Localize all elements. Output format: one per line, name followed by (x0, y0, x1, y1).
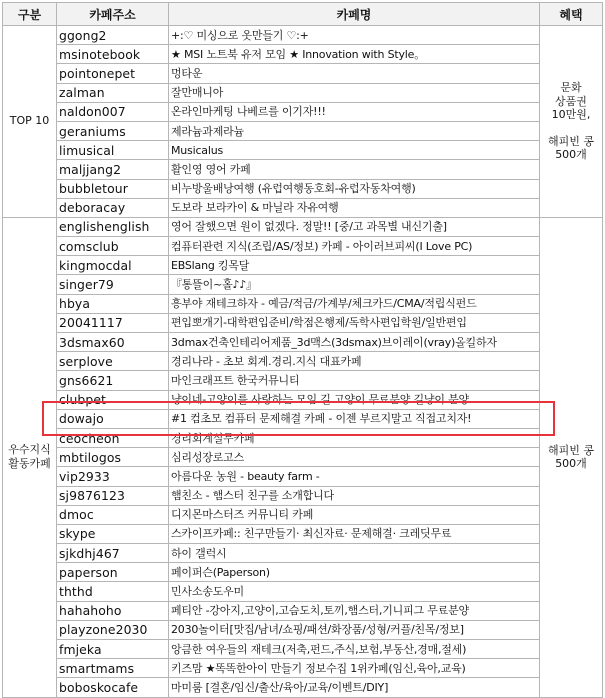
table-row (3, 640, 603, 659)
cafe-name[interactable]: 제라늄과제라늄 (169, 121, 540, 140)
group-label: TOP 10 (3, 26, 57, 218)
cafe-name[interactable]: 페티안 -강아지,고양이,고슴도치,토끼,햄스터,기니피그 무료분양 (169, 601, 540, 620)
benefit-line: 상품권 (555, 94, 587, 108)
cafe-address[interactable]: englishenglish (57, 217, 169, 236)
table-row (3, 390, 603, 409)
cafe-address[interactable]: skype (57, 524, 169, 543)
cafe-name[interactable]: 편입뽀개기-대학편입준비/학점은행제/독학사편입학원/일반편입 (169, 313, 540, 332)
table-row (3, 448, 603, 467)
cafe-address[interactable]: msinotebook (57, 45, 169, 64)
benefit-line: 500개 (555, 148, 587, 162)
table-row (3, 26, 603, 45)
cafe-name[interactable]: 『통뜰이~홀♪♪』 (169, 275, 540, 294)
table-row (3, 524, 603, 543)
cafe-name[interactable]: 활인영 영어 카페 (169, 160, 540, 179)
cafe-address[interactable]: dmoc (57, 505, 169, 524)
benefit-line: 해피빈 콩 (547, 134, 594, 148)
table-row (3, 659, 603, 678)
table-row (3, 102, 603, 121)
table-row (3, 83, 603, 102)
cafe-address[interactable]: pointonepet (57, 64, 169, 83)
cafe-name[interactable]: 냥이네-고양이를 사랑하는 모임 길 고양이 무료분양 길냥이 분양 (169, 390, 540, 409)
cafe-address[interactable]: sjkdhj467 (57, 544, 169, 563)
table-row (3, 467, 603, 486)
cafe-list-container (2, 2, 603, 698)
table-row (3, 217, 603, 236)
cafe-address[interactable]: geraniums (57, 121, 169, 140)
header-benefit: 혜택 (540, 3, 603, 26)
table-row (3, 45, 603, 64)
table-row (3, 313, 603, 332)
cafe-address[interactable]: singer79 (57, 275, 169, 294)
cafe-name[interactable]: 경리나라 - 초보 회계.경리.지식 대표카페 (169, 352, 540, 371)
table-row (3, 121, 603, 140)
header-cafe-address: 카페주소 (57, 3, 169, 26)
cafe-address[interactable]: ceocheon (57, 428, 169, 447)
group-label-line: 우수지식 (8, 443, 51, 457)
cafe-name[interactable]: EBSlang 킹목달 (169, 256, 540, 275)
benefit-line: 문화 (560, 81, 582, 95)
cafe-address[interactable]: fmjeka (57, 640, 169, 659)
table-header (3, 3, 603, 26)
cafe-address[interactable]: kingmocdal (57, 256, 169, 275)
table-row (3, 563, 603, 582)
header-group: 구분 (3, 3, 57, 26)
cafe-name[interactable]: 경리회계실무카페 (169, 428, 540, 447)
cafe-address[interactable]: dowajo (57, 409, 169, 428)
table-row (3, 505, 603, 524)
cafe-name[interactable]: 2030놀이터[맛집/남녀/쇼핑/패션/화장품/성형/커플/친목/정보] (169, 620, 540, 639)
table-row (3, 582, 603, 601)
cafe-name[interactable]: 멍타운 (169, 64, 540, 83)
cafe-name[interactable]: 컴퓨터관련 지식(조립/AS/정보) 카페 - 아이러브피씨(I Love PC) (169, 237, 540, 256)
cafe-address[interactable]: comsclub (57, 237, 169, 256)
cafe-address[interactable]: maljjang2 (57, 160, 169, 179)
benefit-cell (540, 26, 603, 218)
cafe-address[interactable]: hahahoho (57, 601, 169, 620)
table-row (3, 428, 603, 447)
table-row (3, 371, 603, 390)
cafe-ranking-table (2, 2, 603, 698)
table-row (3, 544, 603, 563)
cafe-name[interactable]: 영어 잘했으면 원이 없겠다. 정말!! [중/고 과목별 내신기출] (169, 217, 540, 236)
table-row (3, 294, 603, 313)
cafe-name[interactable]: 앙큼한 여우들의 재테크(저축,펀드,주식,보험,부동산,경매,절세) (169, 640, 540, 659)
table-row (3, 601, 603, 620)
benefit-line: 10만원, (551, 108, 591, 122)
table-row (3, 256, 603, 275)
group-label-line: 활동카페 (8, 457, 51, 471)
table-row (3, 141, 603, 160)
cafe-name[interactable]: 심리성장로고스 (169, 448, 540, 467)
cafe-address[interactable]: naldon007 (57, 102, 169, 121)
table-row (3, 237, 603, 256)
cafe-address[interactable]: serplove (57, 352, 169, 371)
table-row (3, 333, 603, 352)
cafe-name[interactable]: 3dmax건축인테리어제품_3d맥스(3dsmax)브이레이(vray)올킬하자 (169, 333, 540, 352)
cafe-name[interactable]: +:♡ 미싱으로 옷만들기 ♡:+ (169, 26, 540, 45)
cafe-address[interactable]: ththd (57, 582, 169, 601)
cafe-address[interactable]: limusical (57, 141, 169, 160)
cafe-address[interactable]: vip2933 (57, 467, 169, 486)
table-row (3, 678, 603, 697)
cafe-name[interactable]: 잘만매니아 (169, 83, 540, 102)
cafe-name[interactable]: 마미룸 [결혼/임신/출산/육아/교육/이벤트/DIY] (169, 678, 540, 697)
cafe-address[interactable]: smartmams (57, 659, 169, 678)
table-row (3, 620, 603, 639)
cafe-address[interactable]: deboracay (57, 198, 169, 217)
table-row (3, 198, 603, 217)
cafe-name[interactable]: 민사소송도우미 (169, 582, 540, 601)
cafe-name[interactable]: 온라인마케팅 나베르를 이기자!!! (169, 102, 540, 121)
cafe-address[interactable]: clubpet (57, 390, 169, 409)
cafe-address[interactable]: ggong2 (57, 26, 169, 45)
cafe-name[interactable]: Musicalus (169, 141, 540, 160)
benefit-line (540, 122, 602, 135)
cafe-address[interactable]: zalman (57, 83, 169, 102)
cafe-address[interactable]: gns6621 (57, 371, 169, 390)
cafe-name[interactable]: ★ MSI 노트북 유저 모임 ★ Innovation with Style。 (169, 45, 540, 64)
header-cafe-name: 카페명 (169, 3, 540, 26)
cafe-address[interactable]: boboskocafe (57, 678, 169, 697)
benefit-line: 500개 (555, 457, 587, 471)
cafe-name[interactable]: 스카이프카페:: 친구만들기· 최신자료· 문제해결· 크레딧무료 (169, 524, 540, 543)
cafe-address[interactable]: mbtilogos (57, 448, 169, 467)
cafe-name[interactable]: #1 컴초모 컴퓨터 문제해결 카페 - 이젠 부르지말고 직접고치자! (169, 409, 540, 428)
table-row (3, 275, 603, 294)
group-label (3, 217, 57, 697)
table-row (3, 160, 603, 179)
table-body (3, 26, 603, 698)
table-row (3, 352, 603, 371)
cafe-address[interactable]: 3dsmax60 (57, 333, 169, 352)
cafe-name[interactable]: 하이 갤럭시 (169, 544, 540, 563)
cafe-name[interactable]: 마인크래프트 한국커뮤니티 (169, 371, 540, 390)
table-row (3, 409, 603, 428)
cafe-address[interactable]: 20041117 (57, 313, 169, 332)
cafe-name[interactable]: 흥부야 재테크하자 - 예금/적금/가계부/체크카드/CMA/적립식펀드 (169, 294, 540, 313)
cafe-name[interactable]: 비누방울배낭여행 (유럽여행동호회-유럽자동차여행) (169, 179, 540, 198)
cafe-address[interactable]: hbya (57, 294, 169, 313)
cafe-name[interactable]: 도보라 보라카이 & 마닐라 자유여행 (169, 198, 540, 217)
table-row (3, 179, 603, 198)
cafe-name[interactable]: 아름다운 농원 - beauty farm - (169, 467, 540, 486)
cafe-name[interactable]: 키즈맘 ★똑똑한아이 만들기 정보수집 1위카페(임신,육아,교육) (169, 659, 540, 678)
table-row (3, 64, 603, 83)
table-row (3, 486, 603, 505)
cafe-name[interactable]: 햄친소 - 햄스터 친구를 소개합니다 (169, 486, 540, 505)
benefit-line: 해피빈 콩 (547, 443, 594, 457)
header-row (3, 3, 603, 26)
cafe-address[interactable]: bubbletour (57, 179, 169, 198)
cafe-address[interactable]: sj9876123 (57, 486, 169, 505)
benefit-cell (540, 217, 603, 697)
cafe-name[interactable]: 디지몬마스터즈 커뮤니티 카페 (169, 505, 540, 524)
cafe-address[interactable]: paperson (57, 563, 169, 582)
cafe-name[interactable]: 페이퍼슨(Paperson) (169, 563, 540, 582)
cafe-address[interactable]: playzone2030 (57, 620, 169, 639)
